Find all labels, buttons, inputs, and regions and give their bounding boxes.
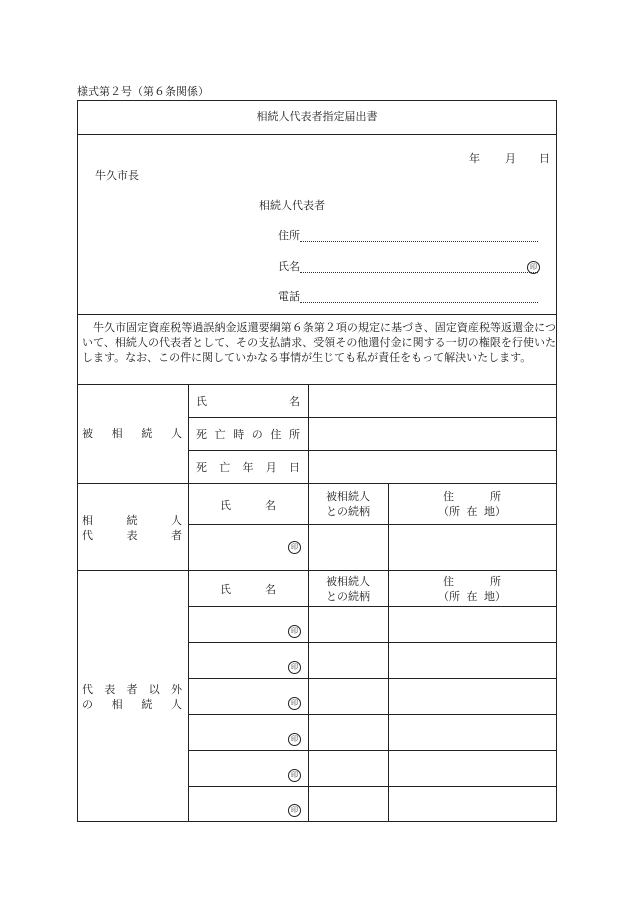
date-year-label: 年 [469,152,480,165]
date-day-label: 日 [539,152,550,165]
phone-label: 電話 [278,290,300,303]
name-field[interactable] [300,272,538,273]
declaration-text: 牛久市固定資産税等過誤納金返還要綱第６条第２項の規定に基づき、固定資産税等返還金について、相続人の代表者として、その支払請求、受領その他還付金に関する一切の権限を行使いたします。なお、この件に関していかなる事情が生じても私が責任をもって解決いたします。 [82,321,556,364]
frame-right [556,100,557,822]
heir-rep-col-address-1: 住 所 [443,490,501,503]
other-heir-seal-5: 印 [288,769,301,782]
section-divider [77,314,557,315]
other-heirs-col-1 [188,570,189,821]
form-number: 様式第２号（第６条関係） [77,85,209,98]
address-field[interactable] [300,241,538,242]
deceased-row-divider-2 [188,450,556,451]
heir-rep-col-address-2: （所 在 地） [438,505,506,518]
other-heirs-col-3 [388,570,389,821]
frame-left [77,100,78,822]
other-heir-seal-2: 印 [288,661,301,674]
heir-rep-seal: 印 [288,541,301,554]
other-heir-seal-6: 印 [288,804,301,817]
date-month-label: 月 [505,152,516,165]
other-heirs-col-relation-1: 被相続人 [326,575,370,588]
heir-rep-bottom [77,570,557,571]
other-heirs-row-divider-5 [188,786,556,787]
seal-mark: 印 [527,261,540,274]
other-heir-seal-4: 印 [288,733,301,746]
heir-rep-header-divider [188,524,556,525]
deceased-row-name: 氏 名 [196,395,300,408]
heir-rep-col-1 [188,483,189,571]
other-heirs-row-divider-2 [188,678,556,679]
deceased-row-date: 死 亡 年 月 日 [196,461,300,474]
name-label: 氏名 [278,260,300,273]
other-heirs-label-line2: の 相 続 人 [82,698,182,711]
heir-rep-col-name: 氏 名 [220,499,276,512]
declaration-divider [77,384,557,385]
phone-field[interactable] [300,302,538,303]
other-heirs-col-relation-2: との続柄 [326,590,370,603]
other-heirs-col-2 [308,570,309,821]
other-heirs-row-divider-1 [188,642,556,643]
heir-rep-col-3 [388,483,389,571]
other-heirs-col-address-1: 住 所 [443,575,501,588]
form-title: 相続人代表者指定届出書 [256,110,378,123]
heir-rep-col-relation-1: 被相続人 [326,490,370,503]
heir-rep-col-relation-2: との続柄 [326,505,370,518]
other-heirs-row-divider-4 [188,750,556,751]
other-heirs-header-divider [188,606,556,607]
deceased-value-divider [308,384,309,484]
address-label: 住所 [278,229,300,242]
deceased-bottom [77,483,557,484]
other-heir-seal-1: 印 [288,625,301,638]
other-heirs-col-name: 氏 名 [220,583,276,596]
representative-heading: 相続人代表者 [259,199,325,212]
heir-rep-label-line2: 代 表 者 [82,529,182,542]
other-heir-seal-3: 印 [288,697,301,710]
title-divider [77,134,557,135]
deceased-row-address: 死 亡 時 の 住 所 [196,428,300,441]
deceased-label: 被 相 続 人 [82,427,182,440]
heir-rep-label-line1: 相 続 人 [82,514,182,527]
other-heirs-row-divider-3 [188,714,556,715]
deceased-row-divider-1 [188,417,556,418]
frame-top [77,100,557,101]
other-heirs-label-line1: 代 表 者 以 外 [82,683,182,696]
other-heirs-col-address-2: （所 在 地） [438,590,506,603]
deceased-col-divider [188,384,189,484]
frame-bottom [77,821,557,822]
addressee: 牛久市長 [95,169,139,182]
